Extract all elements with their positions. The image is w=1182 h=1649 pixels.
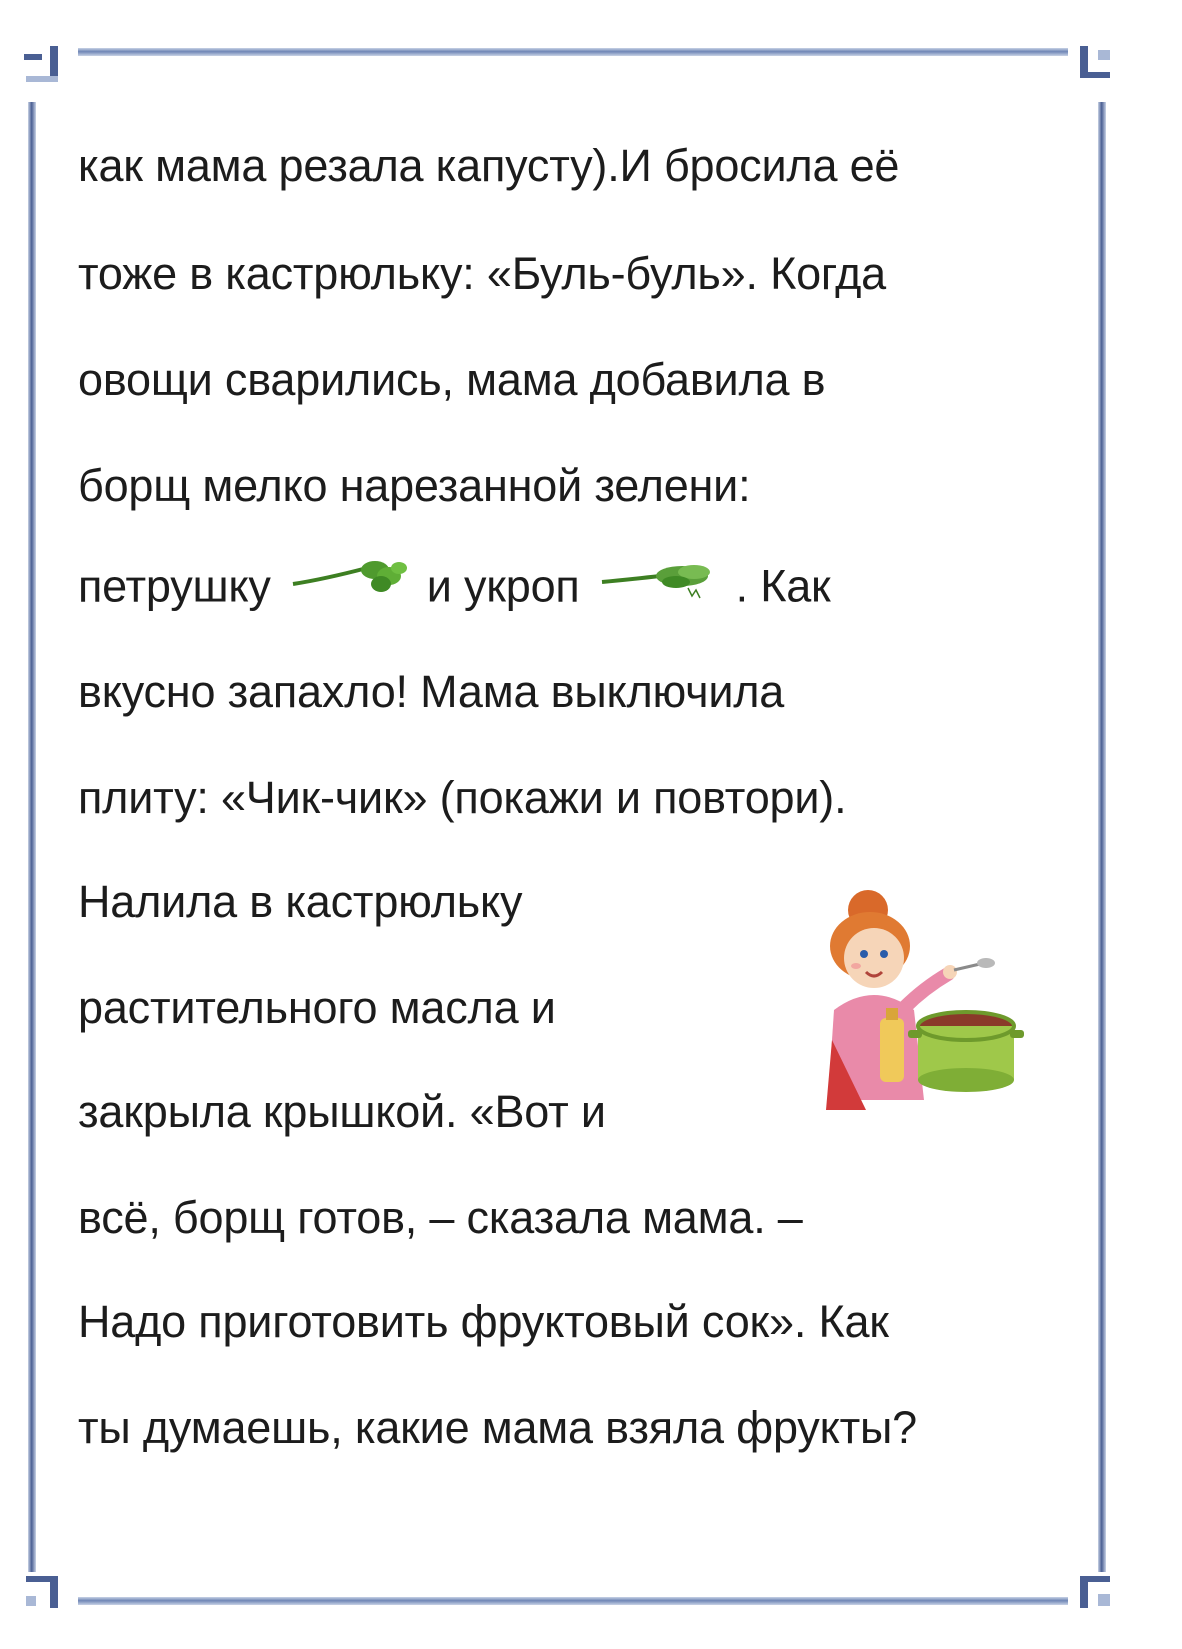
story-line: вкусно запахло! Мама выключила [78, 666, 785, 717]
story-line-with-herbs [78, 558, 831, 621]
story-line: как мама резала капусту).И бросила её [78, 140, 900, 191]
story-line: всё, борщ готов, – сказала мама. – [78, 1192, 803, 1243]
dill-icon [598, 558, 718, 621]
frame-top-border [78, 48, 1068, 56]
mom-cooking-illustration [808, 880, 1038, 1120]
story-line: овощи сварились, мама добавила в [78, 354, 826, 405]
corner-ornament-top-left [20, 40, 68, 88]
story-line: Налила в кастрюльку [78, 876, 523, 927]
story-line: ты думаешь, какие мама взяла фрукты? [78, 1402, 917, 1453]
story-line: Надо приготовить фруктовый сок». Как [78, 1296, 889, 1347]
corner-ornament-top-right [1070, 40, 1118, 88]
frame-left-border [28, 102, 36, 1572]
corner-ornament-bottom-right [1070, 1568, 1118, 1616]
story-line: тоже в кастрюльку: «Буль-буль». Когда [78, 248, 886, 299]
herb-line-part1: петрушку [78, 560, 271, 612]
parsley-icon [289, 558, 409, 621]
frame-bottom-border [78, 1597, 1068, 1605]
story-line: растительного масла и [78, 982, 556, 1033]
story-line: борщ мелко нарезанной зелени: [78, 460, 751, 511]
story-line: закрыла крышкой. «Вот и [78, 1086, 606, 1137]
herb-line-part3: . Как [735, 560, 831, 612]
herb-line-part2: и укроп [426, 560, 580, 612]
frame-right-border [1098, 102, 1106, 1572]
corner-ornament-bottom-left [20, 1568, 68, 1616]
story-line: плиту: «Чик-чик» (покажи и повтори). [78, 772, 847, 823]
